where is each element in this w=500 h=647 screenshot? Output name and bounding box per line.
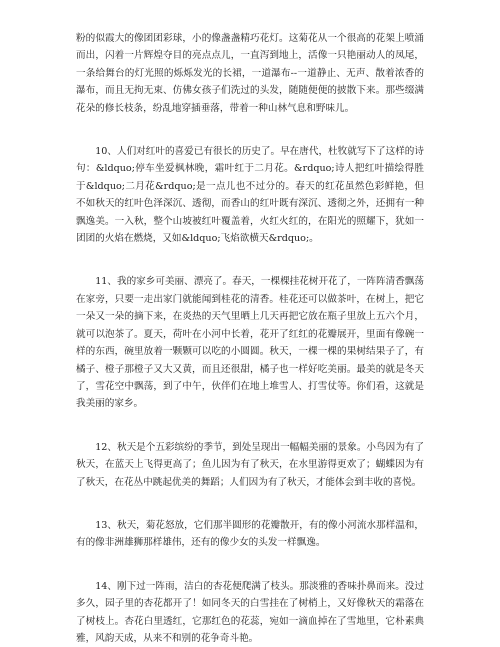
paragraph-13: 13、秋天，菊花怒放，它们那半圆形的花瓣散开，有的像小河流水那样温和，有的像非洲雄狮那样雄伟，还有的像少女的头发一样飘逸。	[76, 519, 424, 549]
paragraph-11: 11、我的家乡可美丽、漂亮了。春天，一棵棵挂花树开花了，一阵阵清香飘荡在家旁，只要一走出家门就能闻到桂花的清香。桂花还可以做茶叶，在树上，把它一朵又一朵的摘下来，在炎热的天气里晒上几天再把它放在瓶子里放上五六个月，就可以泡茶了。夏天，荷叶在小河中长着，花开了红红的花瓣展开，里面有像碗一样的东西，碗里放着一颗颗可以吃的小圆圆。秋天，一棵一棵的果树结果子了，有橘子、橙子那橙子又大又黄，而且还很甜，橘子也一样好吃美丽。最美的就是冬天了，雪花空中飘荡，到了中午，伙伴们在地上堆雪人、打雪仗等。你们看，这就是我美丽的家乡。	[76, 276, 424, 410]
paragraph-14: 14、刚下过一阵雨，洁白的杏花便爬满了枝头。那淡雅的香味扑鼻而来。没过多久，园子里的杏花都开了！如同冬天的白雪挂在了树梢上，又好像秋天的霜落在了树枝上。杏花白里透红，它那红色的花蕊，宛如一滴血掉在了雪地里，它朴素典雅，风韵天成，从来不和别的花争奇斗艳。	[76, 580, 424, 644]
paragraph-12: 12、秋天是个五彩缤纷的季节，到处呈现出一幅幅美丽的景象。小鸟因为有了秋天，在蓝天上飞得更高了；鱼儿因为有了秋天，在水里游得更欢了；蝴蝶因为有了秋天，在花丛中跳起优美的舞蹈；人们因为有了秋天，才能体会到丰收的喜悦。	[76, 441, 424, 488]
paragraph-10: 10、人们对红叶的喜爱已有很长的历史了。早在唐代，杜牧就写下了这样的诗句：&ldquo;停车坐爱枫林晚，霜叶红于二月花。&rdquo;诗人把红叶描绘得胜于&ldquo;二月花&rdquo;是一点儿也不过分的。春天的红花虽然色彩鲜艳，但不如秋天的红叶色泽深沉、透彻，而香山的红叶既有深沉、透彻之外，还拥有一种飘逸美。一入秋，整个山坡被红叶覆盖着，火红火红的，在阳光的照耀下，犹如一团团的火焰在燃烧，又如&ldquo;飞焰欲横天&rdquo;。	[76, 146, 424, 245]
document-body	[76, 30, 424, 647]
paragraph-9-continued: 粉的似霞大的像团团彩球，小的像盏盏精巧花灯。这菊花从一个很高的花架上喷涌而出，闪着一片辉煌夺目的亮点点儿，一直泻到地上，活像一只艳丽动人的凤尾，一条给舞台的灯光照的烁烁发光的长裙，一道瀑布--一道静止、无声、散着浓香的瀑布，而且无拘无束、仿佛女孩子们洗过的头发，随随便便的披散下来。那些缀满花朵的修长枝条，纷乱地穿插垂落，带着一种山林气息和野味儿。	[76, 33, 424, 114]
